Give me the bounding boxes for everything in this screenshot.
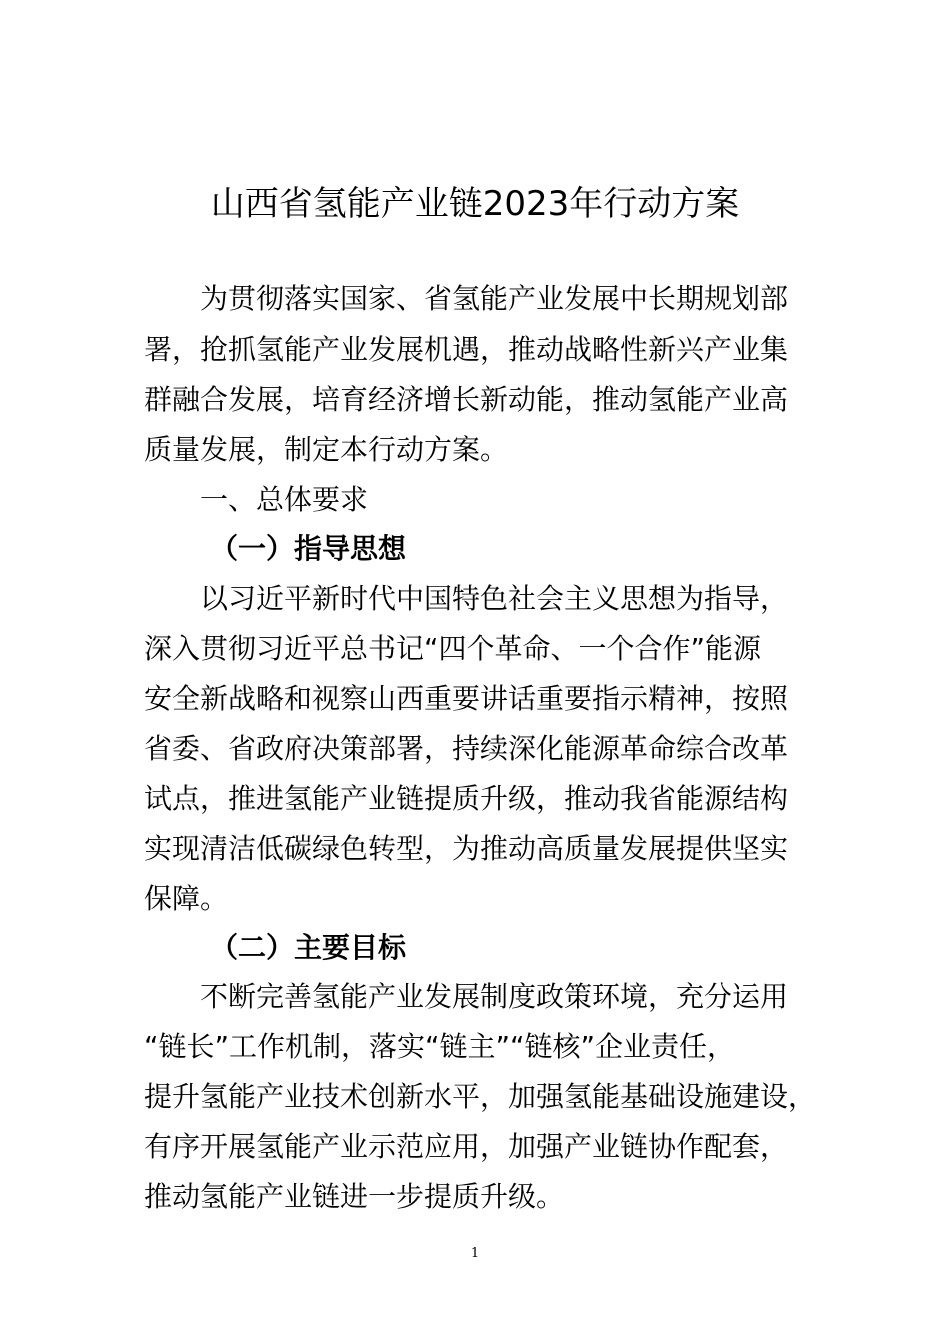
paragraph-line: 推动氢能产业链进一步提质升级。: [144, 1180, 565, 1213]
paragraph-line: 提升氢能产业技术创新水平，加强氢能基础设施建设，: [144, 1080, 817, 1113]
subsection-heading: （一）指导思想: [210, 532, 407, 565]
paragraph-line: 为贯彻落实国家、省氢能产业发展中长期规划部: [200, 282, 789, 315]
subsection-heading: （二）主要目标: [210, 931, 407, 964]
paragraph-line: 实现清洁低碳绿色转型，为推动高质量发展提供坚实: [144, 832, 789, 865]
document-title: 山西省氢能产业链2023年行动方案: [210, 184, 740, 224]
page-number: 1: [470, 1246, 480, 1261]
paragraph-line: “链长”工作机制，落实“链主”“链核”企业责任，: [144, 1030, 736, 1063]
paragraph-line: 保障。: [144, 882, 229, 915]
section-heading: 一、总体要求: [200, 483, 369, 516]
paragraph-line: 安全新战略和视察山西重要讲话重要指示精神，按照: [144, 682, 789, 715]
paragraph-line: 不断完善氢能产业发展制度政策环境，充分运用: [200, 980, 789, 1013]
paragraph-line: 省委、省政府决策部署，持续深化能源革命综合改革: [144, 732, 789, 765]
paragraph-line: 深入贯彻习近平总书记“四个革命、一个合作”能源: [144, 632, 762, 665]
paragraph-line: 群融合发展，培育经济增长新动能，推动氢能产业高: [144, 383, 789, 416]
paragraph-line: 试点，推进氢能产业链提质升级，推动我省能源结构: [144, 782, 789, 815]
paragraph-line: 以习近平新时代中国特色社会主义思想为指导，: [200, 582, 789, 615]
paragraph-line: 署，抢抓氢能产业发展机遇，推动战略性新兴产业集: [144, 333, 789, 366]
paragraph-line: 质量发展，制定本行动方案。: [144, 433, 509, 466]
paragraph-line: 有序开展氢能产业示范应用，加强产业链协作配套，: [144, 1130, 789, 1163]
